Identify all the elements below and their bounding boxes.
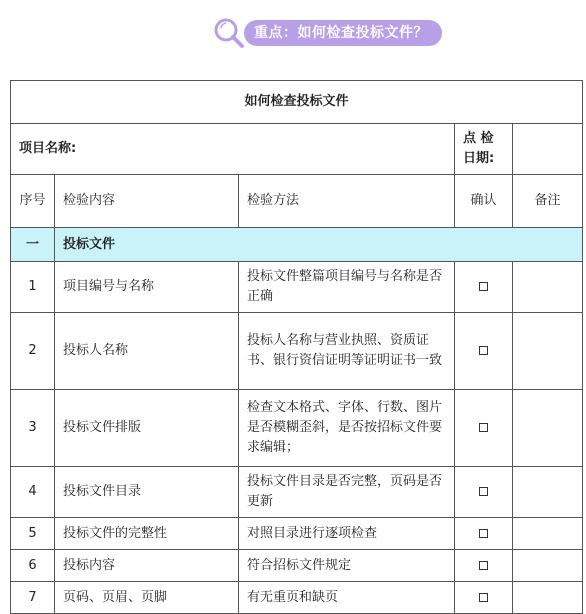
row-method: 符合招标文件规定 [239, 550, 455, 582]
row-note[interactable] [513, 262, 583, 313]
row-no: 2 [11, 313, 55, 390]
topic-badge: 重点：如何检查投标文件？ [244, 20, 442, 46]
col-header-confirm: 确认 [455, 175, 513, 228]
confirm-checkbox[interactable] [455, 313, 513, 390]
table-row [11, 518, 583, 550]
row-note[interactable] [513, 582, 583, 614]
row-no: 3 [11, 390, 55, 467]
table-row [11, 262, 583, 313]
row-method: 检查文本格式、字体、行数、图片是否模糊歪斜，是否按招标文件要求编辑； [239, 390, 455, 467]
section-no: 一 [11, 228, 55, 262]
row-note[interactable] [513, 550, 583, 582]
col-header-note: 备注 [513, 175, 583, 228]
row-content: 投标文件排版 [55, 390, 239, 467]
row-note[interactable] [513, 467, 583, 518]
table-row [11, 550, 583, 582]
confirm-checkbox[interactable] [455, 467, 513, 518]
row-content: 投标人名称 [55, 313, 239, 390]
confirm-checkbox[interactable] [455, 262, 513, 313]
confirm-checkbox[interactable] [455, 518, 513, 550]
row-method: 对照目录进行逐项检查 [239, 518, 455, 550]
table-row [11, 390, 583, 467]
row-no: 6 [11, 550, 55, 582]
checklist-table [10, 80, 583, 614]
inspection-date-label: 点 检日期: [455, 124, 513, 175]
row-no: 5 [11, 518, 55, 550]
inspection-date-value[interactable] [513, 124, 583, 175]
row-method: 投标人名称与营业执照、资质证书、银行资信证明等证明证书一致 [239, 313, 455, 390]
page-header [212, 16, 442, 50]
row-method: 投标文件目录是否完整，页码是否更新 [239, 467, 455, 518]
col-header-content: 检验内容 [55, 175, 239, 228]
col-header-no: 序号 [11, 175, 55, 228]
row-no: 1 [11, 262, 55, 313]
col-header-method: 检验方法 [239, 175, 455, 228]
section-title: 投标文件 [55, 228, 583, 262]
table-row [11, 467, 583, 518]
table-row [11, 313, 583, 390]
row-content: 页码、页眉、页脚 [55, 582, 239, 614]
row-note[interactable] [513, 313, 583, 390]
row-note[interactable] [513, 518, 583, 550]
row-content: 投标文件目录 [55, 467, 239, 518]
search-icon [212, 16, 246, 50]
row-no: 4 [11, 467, 55, 518]
project-name-label: 项目名称: [11, 124, 455, 175]
row-note[interactable] [513, 390, 583, 467]
row-content: 投标文件的完整性 [55, 518, 239, 550]
table-title: 如何检查投标文件 [11, 81, 583, 124]
row-no: 7 [11, 582, 55, 614]
confirm-checkbox[interactable] [455, 550, 513, 582]
row-method: 有无重页和缺页 [239, 582, 455, 614]
row-content: 项目编号与名称 [55, 262, 239, 313]
table-row [11, 582, 583, 614]
confirm-checkbox[interactable] [455, 390, 513, 467]
row-content: 投标内容 [55, 550, 239, 582]
row-method: 投标文件整篇项目编号与名称是否正确 [239, 262, 455, 313]
confirm-checkbox[interactable] [455, 582, 513, 614]
